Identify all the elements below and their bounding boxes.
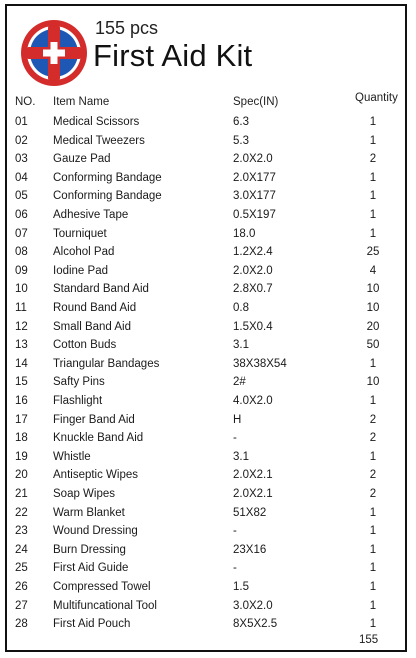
item-quantity: 1 (369, 581, 377, 593)
item-name: Finger Band Aid (53, 413, 135, 426)
item-quantity: 10 (366, 283, 380, 296)
item-spec: - (233, 562, 237, 575)
item-quantity: 2 (369, 413, 377, 426)
table-row (7, 469, 405, 487)
item-name: Alcohol Pad (53, 246, 115, 259)
item-spec: 2.0X177 (233, 171, 276, 184)
item-quantity: 1 (369, 543, 377, 556)
item-quantity: 1 (369, 357, 377, 370)
item-spec: 18.0 (233, 227, 256, 240)
item-quantity: 2 (369, 153, 377, 166)
item-number: 15 (15, 376, 28, 389)
item-name: Medical Scissors (53, 116, 140, 128)
item-name: Conforming Bandage (53, 171, 162, 184)
item-spec: 3.1 (233, 339, 249, 352)
column-header-name: Item Name (53, 96, 110, 108)
item-name: Conforming Bandage (53, 190, 162, 203)
item-spec: 6.3 (233, 116, 249, 128)
item-spec: 4.0X2.0 (233, 395, 273, 407)
item-spec: 51X82 (233, 506, 267, 519)
table-row (7, 265, 405, 283)
item-spec: 2.0X2.0 (233, 264, 273, 277)
item-name: Multifuncational Tool (53, 599, 157, 612)
item-number: 10 (15, 283, 28, 296)
item-name: Compressed Towel (53, 581, 151, 593)
item-quantity: 4 (369, 264, 377, 277)
item-quantity: 10 (366, 302, 380, 314)
item-quantity: 1 (369, 227, 377, 240)
item-number: 26 (15, 581, 28, 593)
item-spec: 5.3 (233, 134, 249, 147)
item-spec: H (233, 413, 242, 426)
table-row (7, 600, 405, 618)
table-row (7, 190, 405, 208)
item-number: 06 (15, 209, 28, 221)
item-quantity: 1 (369, 506, 377, 519)
item-name: Flashlight (53, 395, 103, 407)
item-quantity: 1 (369, 395, 377, 407)
item-quantity: 1 (369, 116, 377, 128)
item-quantity: 2 (369, 469, 377, 482)
item-quantity: 1 (369, 618, 377, 631)
column-header-qty: Quantity (355, 92, 398, 104)
item-number: 20 (15, 469, 28, 482)
table-row (7, 283, 405, 301)
item-name: Safty Pins (53, 376, 105, 389)
item-name: Tourniquet (53, 227, 107, 240)
item-spec: 2.0X2.1 (233, 469, 273, 482)
column-header-no: NO. (15, 96, 36, 108)
table-row (7, 246, 405, 264)
item-name: Wound Dressing (53, 525, 138, 538)
kit-contents-card (5, 4, 407, 652)
item-number: 09 (15, 264, 28, 277)
page-title: First Aid Kit (93, 38, 253, 73)
item-number: 14 (15, 357, 28, 370)
item-number: 11 (15, 302, 27, 314)
item-name: Small Band Aid (53, 320, 131, 333)
item-name: Burn Dressing (53, 543, 126, 556)
item-quantity: 1 (369, 525, 377, 538)
item-spec: 38X38X54 (233, 357, 287, 370)
item-quantity: 20 (366, 320, 380, 333)
item-name: Whistle (53, 450, 91, 463)
item-name: Medical Tweezers (53, 134, 145, 147)
item-name: Standard Band Aid (53, 283, 149, 296)
item-spec: 3.0X2.0 (233, 599, 273, 612)
item-spec: 0.8 (233, 302, 249, 314)
item-quantity: 10 (366, 376, 380, 389)
table-row (7, 339, 405, 357)
item-spec: 1.5X0.4 (233, 320, 273, 333)
item-name: Antiseptic Wipes (53, 469, 139, 482)
item-number: 19 (15, 450, 28, 463)
item-number: 18 (15, 432, 28, 445)
item-quantity: 50 (366, 339, 380, 352)
item-name: First Aid Guide (53, 562, 129, 575)
item-number: 13 (15, 339, 28, 352)
item-spec: 2.8X0.7 (233, 283, 273, 296)
item-number: 21 (15, 488, 28, 500)
item-spec: 2# (233, 376, 246, 389)
table-row (7, 395, 405, 413)
item-name: Warm Blanket (53, 506, 125, 519)
table-row (7, 507, 405, 525)
item-quantity: 1 (369, 209, 377, 221)
item-name: Round Band Aid (53, 302, 137, 314)
item-spec: 1.5 (233, 581, 249, 593)
item-spec: 3.1 (233, 450, 249, 463)
table-row (7, 618, 405, 636)
item-quantity: 2 (369, 488, 377, 500)
item-spec: 3.0X177 (233, 190, 276, 203)
item-quantity: 1 (369, 134, 377, 147)
item-number: 12 (15, 320, 28, 333)
item-number: 23 (15, 525, 28, 538)
item-quantity: 1 (369, 171, 377, 184)
item-name: Cotton Buds (53, 339, 117, 352)
item-name: Adhesive Tape (53, 209, 129, 221)
piece-count: 155 pcs (95, 18, 159, 38)
item-number: 05 (15, 190, 28, 203)
table-row (7, 562, 405, 580)
item-quantity: 1 (369, 450, 377, 463)
table-row (7, 302, 405, 320)
item-number: 22 (15, 506, 28, 519)
item-number: 27 (15, 599, 28, 612)
item-number: 17 (15, 413, 28, 426)
table-row (7, 414, 405, 432)
total-quantity: 155 (359, 634, 379, 646)
item-name: Soap Wipes (53, 488, 116, 500)
item-number: 08 (15, 246, 28, 259)
item-number: 28 (15, 618, 28, 631)
item-number: 01 (15, 116, 28, 128)
item-quantity: 1 (369, 562, 377, 575)
table-row (7, 488, 405, 506)
item-quantity: 1 (369, 599, 377, 612)
table-row (7, 135, 405, 153)
table-row (7, 525, 405, 543)
table-row (7, 544, 405, 562)
item-name: Triangular Bandages (53, 357, 160, 370)
item-spec: 2.0X2.1 (233, 488, 273, 500)
table-row (7, 228, 405, 246)
item-number: 25 (15, 562, 28, 575)
item-number: 24 (15, 543, 28, 556)
header (7, 6, 405, 92)
item-name: Gauze Pad (53, 153, 111, 166)
item-spec: 1.2X2.4 (233, 246, 273, 259)
item-name: First Aid Pouch (53, 618, 131, 631)
item-spec: - (233, 525, 237, 538)
column-header-spec: Spec(IN) (233, 96, 279, 108)
item-number: 03 (15, 153, 28, 166)
item-number: 07 (15, 227, 28, 240)
table-row (7, 432, 405, 450)
item-quantity: 25 (366, 246, 380, 259)
table-row (7, 376, 405, 394)
table-row (7, 581, 405, 599)
table-row (7, 451, 405, 469)
item-name: Iodine Pad (53, 264, 108, 277)
item-spec: 0.5X197 (233, 209, 276, 221)
item-number: 04 (15, 171, 28, 184)
item-quantity: 1 (369, 190, 377, 203)
table-row (7, 321, 405, 339)
table-row (7, 153, 405, 171)
table-row (7, 358, 405, 376)
item-number: 02 (15, 134, 28, 147)
first-aid-badge-icon (19, 18, 89, 88)
item-number: 16 (15, 395, 28, 407)
table-row (7, 209, 405, 227)
item-quantity: 2 (369, 432, 377, 445)
table-row (7, 172, 405, 190)
item-name: Knuckle Band Aid (53, 432, 144, 445)
item-spec: 8X5X2.5 (233, 618, 278, 631)
item-spec: 2.0X2.0 (233, 153, 273, 166)
table-row (7, 116, 405, 134)
item-spec: 23X16 (233, 543, 267, 556)
item-spec: - (233, 432, 237, 445)
